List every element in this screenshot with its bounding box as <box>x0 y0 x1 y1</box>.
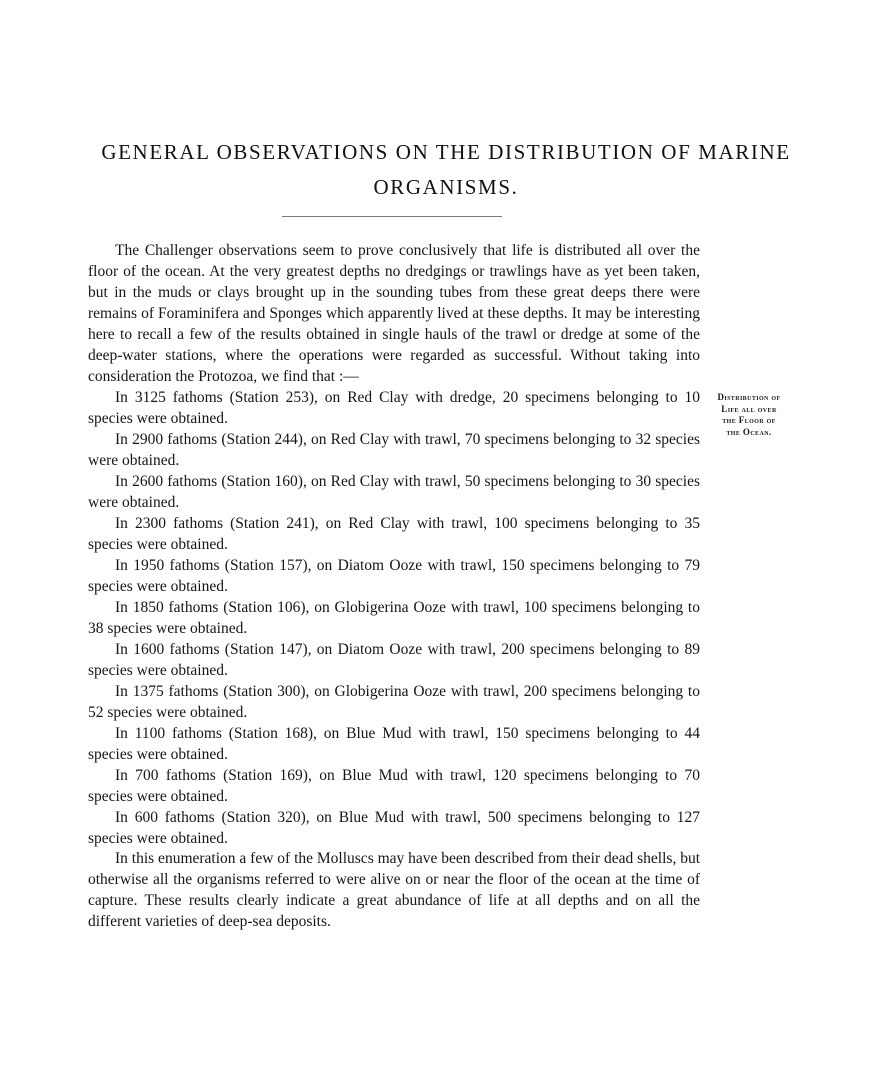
station-entry-157: In 1950 fathoms (Station 157), on Diatom Ooze with trawl, 150 specimens belonging to 79 species were obtained. <box>88 557 700 595</box>
closing-paragraph: In this enumeration a few of the Molluscs may have been described from their dead shells, but otherwise all the organisms referred to were alive on or near the floor of the ocean at the time of capture. These results clearly indicate a great abundance of life at all depths and on all the different varieties of deep-sea deposits. <box>88 850 700 930</box>
station-entry-168: In 1100 fathoms (Station 168), on Blue Mud with trawl, 150 specimens belonging to 44 species were obtained. <box>88 725 700 763</box>
station-results-list <box>88 387 700 849</box>
page-title-continued: ORGANISMS. <box>373 175 519 199</box>
sidenote-line-1: Distribution of <box>717 392 781 402</box>
station-entry-241: In 2300 fathoms (Station 241), on Red Clay with trawl, 100 specimens belonging to 35 species were obtained. <box>88 515 700 553</box>
margin-sidenote <box>704 392 794 438</box>
station-entry-147: In 1600 fathoms (Station 147), on Diatom Ooze with trawl, 200 specimens belonging to 89 species were obtained. <box>88 641 700 679</box>
station-entry-253: In 3125 fathoms (Station 253), on Red Clay with dredge, 20 specimens belonging to 10 species were obtained. <box>88 389 700 427</box>
page-title: GENERAL OBSERVATIONS ON THE DISTRIBUTION OF MARINE <box>101 140 791 164</box>
sidenote-line-4: the Ocean. <box>726 426 772 437</box>
station-entry-244: In 2900 fathoms (Station 244), on Red Clay with trawl, 70 specimens belonging to 32 species were obtained. <box>88 431 700 469</box>
station-entry-106: In 1850 fathoms (Station 106), on Globigerina Ooze with trawl, 100 specimens belonging to 38 species were obtained. <box>88 599 700 637</box>
station-entry-300: In 1375 fathoms (Station 300), on Globigerina Ooze with trawl, 200 specimens belonging to 52 species were obtained. <box>88 683 700 721</box>
station-entry-320: In 600 fathoms (Station 320), on Blue Mud with trawl, 500 specimens belonging to 127 species were obtained. <box>88 809 700 847</box>
station-entry-160: In 2600 fathoms (Station 160), on Red Clay with trawl, 50 specimens belonging to 30 species were obtained. <box>88 473 700 511</box>
title-divider-rule <box>282 216 502 217</box>
intro-paragraph: The Challenger observations seem to prove conclusively that life is distributed all over the floor of the ocean. At the very greatest depths no dredgings or trawlings have as yet been taken, but in the muds or clays brought up in the sounding tubes from these great deeps there were remains of Foraminifera and Sponges which apparently lived at these depths. It may be interesting here to recall a few of the results obtained in single hauls of the trawl or dredge at some of the deep-water stations, where the operations were regarded as successful. Without taking into consideration the Protozoa, we find that :— <box>88 242 700 385</box>
station-entry-169: In 700 fathoms (Station 169), on Blue Mud with trawl, 120 specimens belonging to 70 species were obtained. <box>88 767 700 805</box>
sidenote-line-2: Life all over <box>721 403 777 414</box>
sidenote-line-3: the Floor of <box>722 415 776 425</box>
